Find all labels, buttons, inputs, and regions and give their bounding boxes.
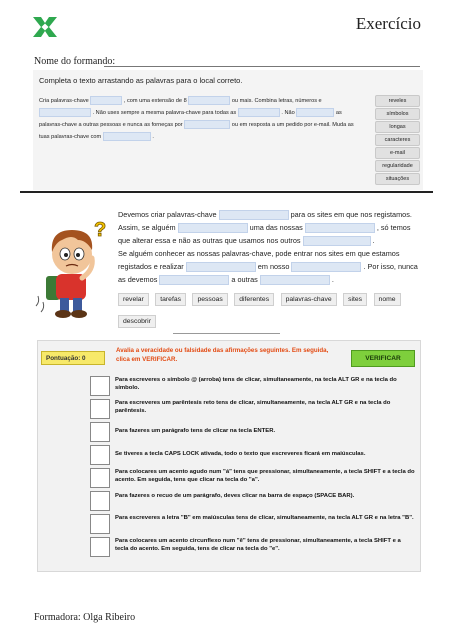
statement-text: Para escreveres a letra "B" em maiúsculas tens de clicar, simultaneamente, na tecla ALT GR e na letra "B". bbox=[115, 515, 414, 521]
exercise-instructions: Avalia a veracidade ou falsidade das afirmações seguintes. Em seguida, clica em VERIFICAR. bbox=[116, 347, 329, 363]
fill-in-text-exercise bbox=[118, 208, 418, 286]
ex2-text-line bbox=[118, 208, 418, 221]
statement-text: Para colocares um acento agudo num "á" tens que pressionar, simultaneamente, a tecla SHIFT e a tecla do acento. Em seguida, tens que clicar na tecla do "a". bbox=[115, 469, 415, 483]
ex2-text: registados e realizar bbox=[118, 262, 184, 271]
answer-checkbox[interactable] bbox=[90, 491, 110, 511]
answer-checkbox[interactable] bbox=[90, 422, 110, 442]
drop-blank[interactable] bbox=[303, 236, 371, 246]
svg-text:?: ? bbox=[94, 219, 107, 241]
ex1-text-line bbox=[39, 120, 354, 129]
word-tile[interactable]: regularidade bbox=[375, 160, 420, 172]
cartoon-boy-illustration bbox=[32, 218, 116, 322]
ex2-text: para os sites em que nos registamos. bbox=[290, 210, 412, 219]
drop-blank[interactable] bbox=[291, 262, 361, 272]
statement-text: Para fazeres um parágrafo tens de clicar na tecla ENTER. bbox=[115, 428, 276, 434]
drop-blank[interactable] bbox=[188, 96, 230, 105]
drop-blank[interactable] bbox=[184, 120, 230, 129]
ex2-text: Assim, se alguém bbox=[118, 223, 176, 232]
word-tile[interactable]: longas bbox=[375, 121, 420, 133]
ex1-text: , com uma extensão de 8 bbox=[123, 97, 187, 104]
section-divider bbox=[173, 333, 280, 334]
ex2-text-line bbox=[118, 234, 418, 247]
statement-row bbox=[90, 398, 418, 421]
drop-blank[interactable] bbox=[186, 262, 256, 272]
section-divider bbox=[20, 191, 433, 193]
score-display: Pontuação: 0 bbox=[41, 351, 105, 365]
ex2-text: . Por isso, nunca bbox=[363, 262, 418, 271]
ex1-text: ou mais. Combina letras, números e bbox=[231, 97, 322, 104]
statement-row bbox=[90, 490, 418, 513]
statement-text: Para fazeres o recuo de um parágrafo, deves clicar na barra de espaço (SPACE BAR). bbox=[115, 493, 355, 499]
ex2-text: Se alguém conhecer as nossas palavras-chave, pode entrar nos sites em que estamos bbox=[118, 249, 400, 258]
ex1-text: . bbox=[152, 133, 154, 140]
drop-blank[interactable] bbox=[103, 132, 151, 141]
statement-text: Para colocares um acento circunflexo num "ê" tens de pressionar, simultaneamente, a tecla SHIFT e a tecla do acento. Em seguida, tens de clicar na tecla do "e". bbox=[115, 538, 401, 552]
true-false-exercise bbox=[37, 340, 421, 572]
word-tile[interactable]: revelar bbox=[118, 293, 149, 306]
formando-label: Nome do formando: bbox=[34, 56, 116, 67]
statement-text: Para escreveres um parêntesis reto tens de clicar, simultaneamente, na tecla ALT GR e na tecla do parêntesis. bbox=[115, 400, 391, 414]
word-tile[interactable]: diferentes bbox=[234, 293, 274, 306]
ex2-text: em nosso bbox=[257, 262, 290, 271]
ex2-text: . bbox=[372, 236, 375, 245]
ex1-text: as bbox=[335, 109, 342, 116]
formando-name-line bbox=[104, 66, 420, 67]
statement-row bbox=[90, 421, 418, 444]
word-tile[interactable]: palavras-chave bbox=[281, 293, 337, 306]
ex2-text-line bbox=[118, 247, 418, 260]
ex2-text-line bbox=[118, 221, 418, 234]
ex2-text: as devemos bbox=[118, 275, 158, 284]
word-tile[interactable]: situações bbox=[375, 173, 420, 185]
drag-words-exercise bbox=[33, 70, 423, 190]
ex1-text-line bbox=[39, 108, 342, 117]
word-tile[interactable]: nome bbox=[374, 293, 401, 306]
drop-blank[interactable] bbox=[260, 275, 330, 285]
word-tile[interactable]: caracteres bbox=[375, 134, 420, 146]
statement-text: Se tiveres a tecla CAPS LOCK ativada, todo o texto que escreveres ficará em maiúsculas. bbox=[115, 451, 366, 457]
drop-blank[interactable] bbox=[219, 210, 289, 220]
verify-button[interactable]: VERIFICAR bbox=[351, 350, 415, 367]
ex1-text: ou em resposta a um pedido por e-mail. Muda as bbox=[231, 121, 354, 128]
statement-text: Para escreveres o símbolo @ (arroba) tens de clicar, simultaneamente, na tecla ALT GR e na tecla do símbolo. bbox=[115, 377, 397, 391]
ex1-text: . Não uses sempre a mesma palavra-chave para todas as bbox=[92, 109, 237, 116]
ex1-text: . Não bbox=[281, 109, 295, 116]
statement-row bbox=[90, 536, 418, 559]
ex1-text: tuas palavras-chave com bbox=[39, 133, 102, 140]
logo-icon bbox=[30, 14, 60, 40]
ex2-text: . bbox=[331, 275, 334, 284]
ex2-text: uma das nossas bbox=[249, 223, 303, 232]
word-tile[interactable]: símbolos bbox=[375, 108, 420, 120]
drop-blank[interactable] bbox=[238, 108, 280, 117]
ex2-text-line bbox=[118, 273, 418, 286]
answer-checkbox[interactable] bbox=[90, 445, 110, 465]
word-tile[interactable]: pessoas bbox=[192, 293, 227, 306]
word-tile[interactable]: e-mail bbox=[375, 147, 420, 159]
ex1-text-line bbox=[39, 132, 154, 141]
drop-blank[interactable] bbox=[39, 108, 91, 117]
drop-blank[interactable] bbox=[178, 223, 248, 233]
statement-row bbox=[90, 513, 418, 536]
ex1-text-line bbox=[39, 96, 322, 105]
statement-row bbox=[90, 467, 418, 490]
word-tile[interactable]: reveles bbox=[375, 95, 420, 107]
ex2-text: Devemos criar palavras-chave bbox=[118, 210, 217, 219]
ex1-text: palavras-chave a outras pessoas e nunca as forneças por bbox=[39, 121, 183, 128]
ex1-text: Cria palavras-chave bbox=[39, 97, 89, 104]
statement-row bbox=[90, 375, 418, 398]
word-tile[interactable]: sites bbox=[343, 293, 367, 306]
statement-row bbox=[90, 444, 418, 467]
drop-blank[interactable] bbox=[296, 108, 334, 117]
ex2-text: , só temos bbox=[376, 223, 411, 232]
answer-checkbox[interactable] bbox=[90, 514, 110, 534]
drop-blank[interactable] bbox=[159, 275, 229, 285]
answer-checkbox[interactable] bbox=[90, 468, 110, 488]
page-title: Exercício bbox=[355, 14, 421, 33]
ex2-text-line bbox=[118, 260, 418, 273]
word-bank bbox=[118, 288, 418, 332]
ex2-text: que alterar essa e não as outras que usamos nos outros bbox=[118, 236, 301, 245]
answer-checkbox[interactable] bbox=[90, 376, 110, 396]
word-tile[interactable]: tarefas bbox=[155, 293, 186, 306]
exercise-instructions: Completa o texto arrastando as palavras para o local correto. bbox=[39, 76, 243, 85]
answer-checkbox[interactable] bbox=[90, 537, 110, 557]
ex2-text: a outras bbox=[231, 275, 258, 284]
drop-blank[interactable] bbox=[90, 96, 122, 105]
answer-checkbox[interactable] bbox=[90, 399, 110, 419]
drop-blank[interactable] bbox=[305, 223, 375, 233]
word-tile[interactable]: descobrir bbox=[118, 315, 156, 328]
footer-formadora: Formadora: Olga Ribeiro bbox=[34, 612, 136, 623]
